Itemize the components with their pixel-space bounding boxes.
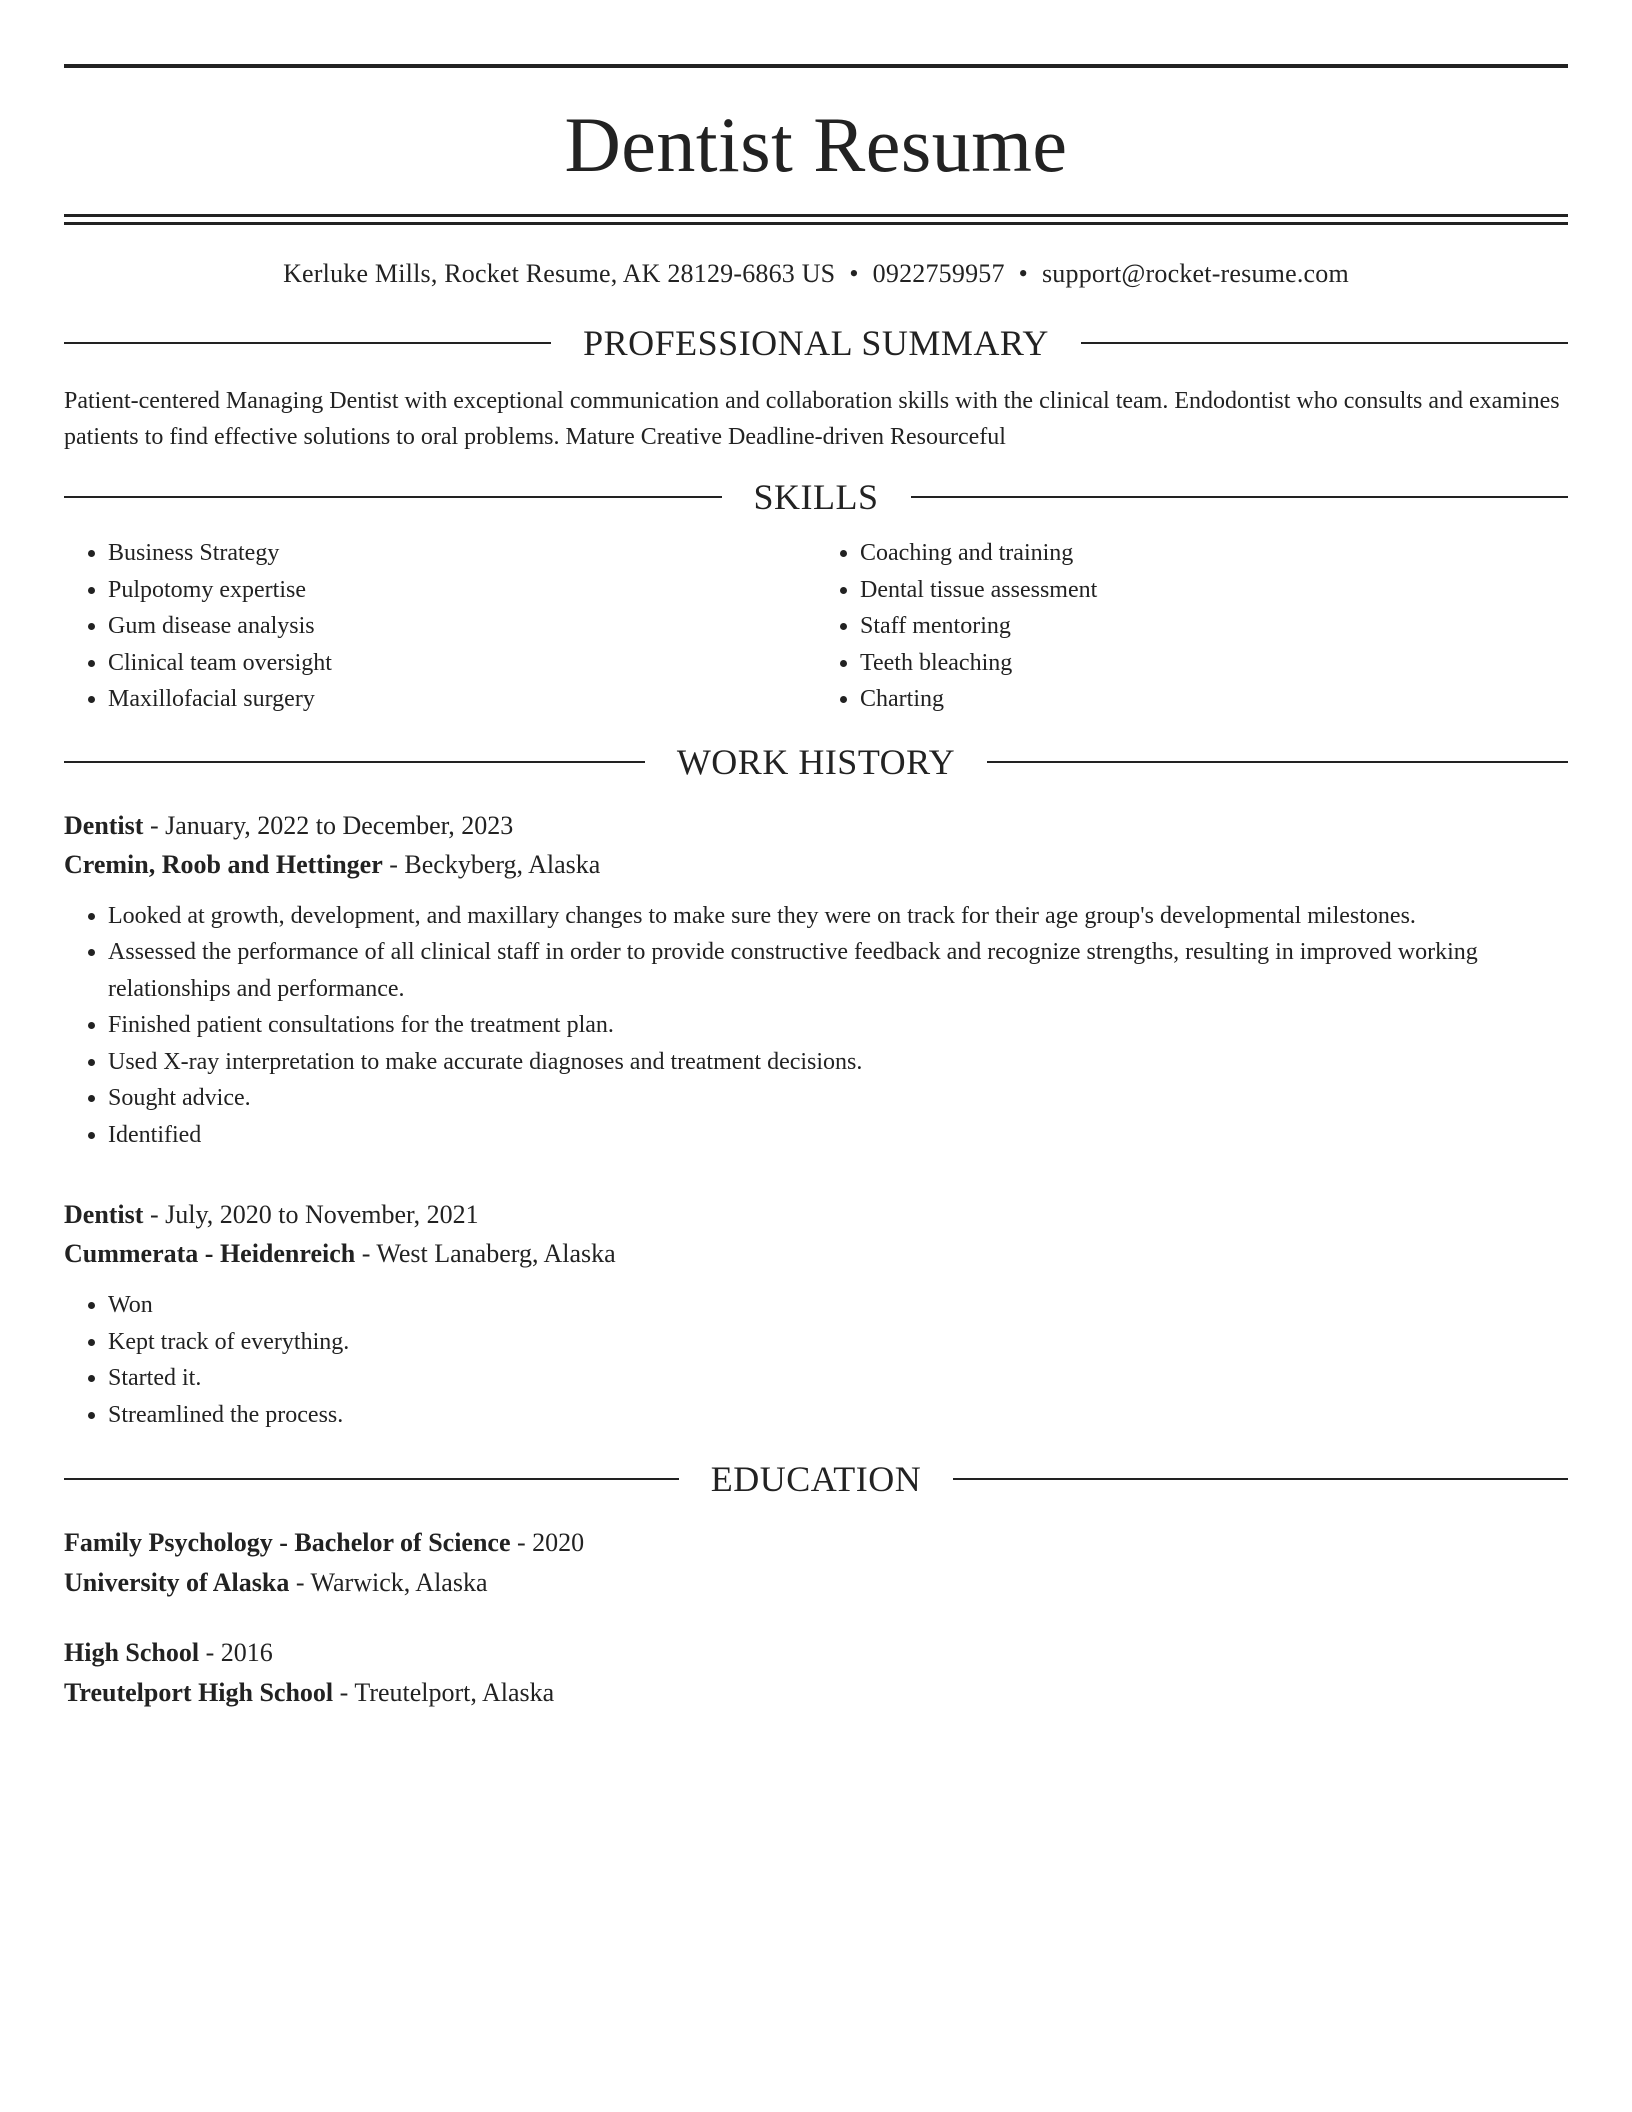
section-title-summary: PROFESSIONAL SUMMARY <box>583 323 1049 363</box>
skill-item: • Coaching and training <box>860 535 1568 572</box>
job-title: Dentist <box>64 810 144 840</box>
section-rule-right <box>987 761 1568 763</box>
job-bullet: • Finished patient consultations for the treatment plan. <box>108 1007 1568 1044</box>
contact-line <box>64 259 1568 289</box>
skill-item: • Gum disease analysis <box>108 608 816 645</box>
job-bullets <box>64 1287 1568 1433</box>
section-rule-right <box>1081 342 1568 344</box>
job-bullet: • Started it. <box>108 1360 1568 1397</box>
section-header-work <box>64 741 1568 782</box>
skills-list <box>64 535 1568 718</box>
skill-item: • Teeth bleaching <box>860 645 1568 682</box>
education-location: - Treutelport, Alaska <box>333 1678 555 1707</box>
job-title-line <box>64 806 1568 845</box>
job-entry <box>64 806 1568 1154</box>
education-degree-line <box>64 1523 1568 1563</box>
job-bullets <box>64 898 1568 1154</box>
job-company: Cummerata - Heidenreich <box>64 1239 356 1268</box>
job-dates: - January, 2022 to December, 2023 <box>143 810 514 840</box>
top-rule <box>64 64 1568 68</box>
education-entry <box>64 1523 1568 1603</box>
skills-column-right <box>816 535 1568 718</box>
job-company: Cremin, Roob and Hettinger <box>64 849 383 879</box>
job-entry <box>64 1195 1568 1433</box>
section-rule-left <box>64 1478 679 1480</box>
section-title-work: WORK HISTORY <box>676 741 956 782</box>
job-bullet: • Looked at growth, development, and maxillary changes to make sure they were on track for their age group's developmental milestones. <box>108 898 1568 935</box>
job-bullet: • Used X-ray interpretation to make accurate diagnoses and treatment decisions. <box>108 1044 1568 1081</box>
skill-item: • Business Strategy <box>108 535 816 572</box>
section-header-skills <box>64 479 1568 515</box>
contact-separator: • <box>849 259 859 288</box>
education-degree: Family Psychology - Bachelor of Science <box>64 1528 511 1557</box>
summary-paragraph: Patient-centered Managing Dentist with exceptional communication and collaboration skills with the clinical team. Endodontist who consults and examines patients to find effective solutions to oral problems. Mature Creative Deadline-driven Resourceful <box>64 388 1560 450</box>
section-rule-left <box>64 342 551 344</box>
education-school-line <box>64 1673 1568 1713</box>
section-rule-left <box>64 496 722 498</box>
contact-phone: 0922759957 <box>872 259 1005 288</box>
job-bullet: • Streamlined the process. <box>108 1397 1568 1434</box>
page-title: Dentist Resume <box>564 101 1068 188</box>
job-bullet: • Assessed the performance of all clinical staff in order to provide constructive feedback and recognize strengths, resulting in improved working relationships and performance. <box>108 934 1568 1007</box>
job-location: - Beckyberg, Alaska <box>382 849 601 879</box>
job-dates: - July, 2020 to November, 2021 <box>143 1200 479 1229</box>
education-entry <box>64 1633 1568 1713</box>
section-rule-right <box>911 496 1569 498</box>
section-header-education <box>64 1461 1568 1497</box>
skill-item: • Staff mentoring <box>860 608 1568 645</box>
contact-email: support@rocket-resume.com <box>1041 259 1349 288</box>
contact-address: Kerluke Mills, Rocket Resume, AK 28129-6863 US <box>283 259 836 288</box>
job-bullet: • Kept track of everything. <box>108 1324 1568 1361</box>
section-title-skills: SKILLS <box>753 477 879 517</box>
education-location: - Warwick, Alaska <box>289 1568 488 1597</box>
title-double-rule <box>64 214 1568 225</box>
skill-item: • Pulpotomy expertise <box>108 572 816 609</box>
job-location: - West Lanaberg, Alaska <box>355 1239 616 1268</box>
education-school: Treutelport High School <box>64 1678 334 1707</box>
section-rule-left <box>64 761 645 763</box>
job-bullet: • Sought advice. <box>108 1080 1568 1117</box>
education-school-line <box>64 1563 1568 1603</box>
job-bullet: • Won <box>108 1287 1568 1324</box>
job-company-line <box>64 1234 1568 1273</box>
section-title-education: EDUCATION <box>710 1459 922 1499</box>
education-year: - 2020 <box>510 1528 585 1557</box>
skill-item: • Dental tissue assessment <box>860 572 1568 609</box>
section-rule-right <box>953 1478 1568 1480</box>
education-year: - 2016 <box>199 1638 273 1667</box>
section-header-summary <box>64 325 1568 361</box>
skill-item: • Charting <box>860 681 1568 718</box>
education-degree-line <box>64 1633 1568 1673</box>
skill-item: • Clinical team oversight <box>108 645 816 682</box>
job-bullet: • Identified <box>108 1117 1568 1154</box>
contact-separator: • <box>1018 259 1028 288</box>
job-title: Dentist <box>64 1200 144 1229</box>
education-school: University of Alaska <box>64 1568 290 1597</box>
education-degree: High School <box>64 1638 200 1667</box>
job-title-line <box>64 1195 1568 1234</box>
skill-item: • Maxillofacial surgery <box>108 681 816 718</box>
job-company-line <box>64 845 1568 884</box>
skills-column-left <box>64 535 816 718</box>
